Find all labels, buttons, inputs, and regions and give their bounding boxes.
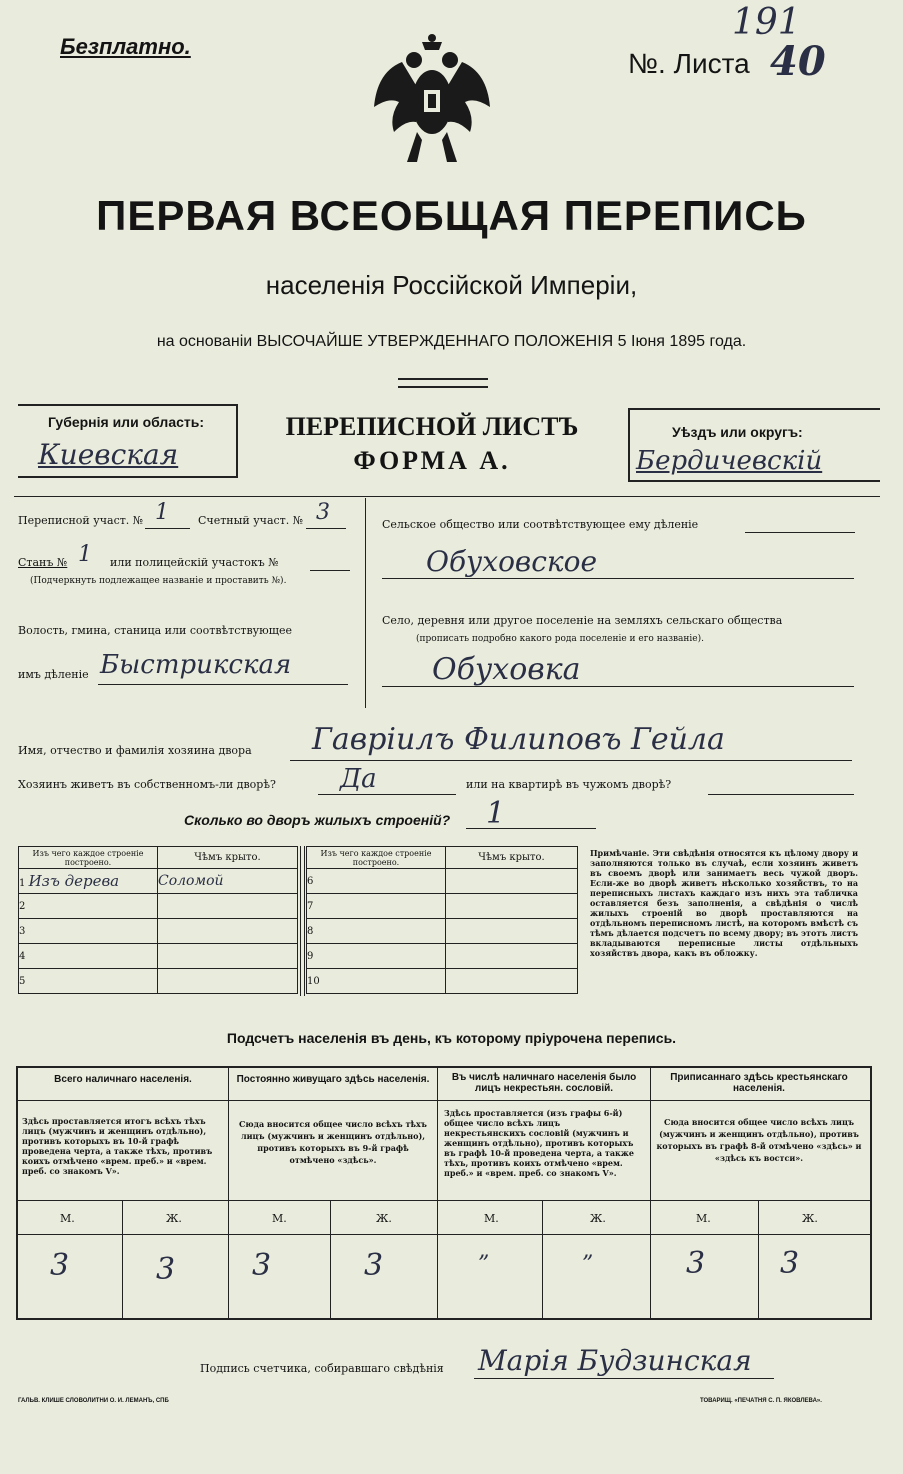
buildings-note: Примѣчаніе. Эти свѣдѣнія относятся къ цѣлому двору и заполняются только въ случаѣ, если хозяинъ живетъ въ своемъ дворѣ или занимаетъ весь чужой дворъ. Если-же во дворѣ живетъ нѣсколько хозяйствъ, то на переписныхъ листахъ каждаго изъ нихъ эта табличка оставляется безъ заполненія, а свѣдѣнія о числѣ жилыхъ строеній во дворѣ проставляются на отдѣльномъ переписномъ листѣ, на которомъ вмѣстѣ съ тѣмъ дѣлается подсчетъ по всему двору; въ этотъ листъ вкладываются переписные листы отдѣльныхъ хозяйствъ двора, какъ въ обложку. (590, 848, 858, 958)
stan-label: Станъ № (18, 556, 68, 569)
table-row: 2 (19, 894, 158, 919)
pop-col-div-1 (228, 1066, 229, 1318)
table-row: 4 (19, 944, 158, 969)
row1-material: Изъ дерева (28, 872, 120, 890)
buildings-table-right (306, 846, 578, 994)
owner-name-line (290, 760, 852, 761)
pop-mf-rule (16, 1234, 870, 1235)
police-label: или полицейскій участокъ № (110, 556, 279, 569)
pop-col4-f-value: 3 (780, 1246, 800, 1281)
pop-col3-desc: Здѣсь проставляется (изъ графы 6-й) общее число всѣхъ лицъ некрестьянскихъ сословій (мужчинъ и женщинъ отдѣльно), противъ которыхъ въ графѣ 10-й проведена черта, а также тѣхъ, противъ коихъ отмѣчено «врем. преб.» и «врем. преб. со знакомъ V». (444, 1108, 634, 1178)
volost-line (98, 684, 348, 685)
pop-col4-head: Приписаннаго здѣсь крестьянскаго населенія. (670, 1072, 848, 1094)
basis-text: на основаніи ВЫСОЧАЙШЕ УТВЕРЖДЕННАГО ПОЛОЖЕНІЯ 5 Іюня 1895 года. (156, 333, 747, 350)
sheet-number-label: №. Листа (628, 48, 750, 79)
sheet-number-value: 40 (770, 38, 826, 85)
stan-value: 1 (78, 542, 92, 567)
table-cell (158, 919, 298, 944)
pop-col2-m-value: 3 (252, 1248, 272, 1283)
pop-col4-m-label: М. (696, 1212, 711, 1225)
pop-sub-div-3 (542, 1200, 543, 1318)
census-area-line (145, 528, 190, 529)
printer-right: ТОВАРИЩ. «ПЕЧАТНЯ С. П. ЯКОВЛЕВА». (700, 1398, 822, 1404)
table-row: 7 (307, 894, 446, 919)
province-label: Губернія или область: (48, 414, 205, 430)
stan-note: (Подчеркнуть подлежащее названіе и проставить №). (30, 576, 287, 586)
table-cell (446, 919, 578, 944)
table-cell (446, 944, 578, 969)
pop-col2-f-value: 3 (364, 1248, 384, 1283)
pop-col1-head: Всего наличнаго населенія. (54, 1074, 192, 1085)
table-double-rule (300, 846, 305, 996)
table-row: 8 (307, 919, 446, 944)
printer-left: ГАЛЬВ. КЛИШЕ СЛОВОЛИТНИ О. И. ЛЕМАНЪ, СПБ (18, 1398, 169, 1404)
form-name: ПЕРЕПИСНОЙ ЛИСТЪ (285, 412, 579, 441)
owner-name-value: Гавріилъ Филиповъ Гейла (312, 722, 725, 757)
signature-value: Марія Будзинская (478, 1344, 752, 1377)
sheet-number-stamp: 191 (732, 2, 801, 43)
pop-col4-m-value: 3 (686, 1246, 706, 1281)
society-line-2 (382, 578, 854, 579)
own-yard-label: Хозяинъ живетъ въ собственномъ-ли дворѣ? (18, 778, 276, 791)
pop-col2-desc: Сюда вносится общее число всѣхъ тѣхъ лицъ (мужчинъ и женщинъ отдѣльно), противъ которыхъ въ 9-й графѣ отмѣчено «здѣсь». (239, 1119, 427, 1165)
volost-value: Быстрикская (100, 650, 292, 680)
census-area-value: 1 (155, 500, 169, 525)
population-title: Подсчетъ населенія въ день, къ которому пріурочена перепись. (226, 1030, 677, 1046)
police-line (310, 570, 350, 571)
pop-col3-head: Въ числѣ наличнаго населенія было лицъ некрестьян. сословій. (451, 1072, 637, 1094)
pop-desc-rule (16, 1200, 870, 1201)
pop-head-rule (16, 1100, 870, 1101)
pop-col3-m-label: М. (484, 1212, 499, 1225)
pop-col1-f-value: 3 (156, 1252, 176, 1287)
pop-sub-div-1 (122, 1200, 123, 1318)
col-roof-header: Чѣмъ крыто. (158, 847, 298, 869)
village-note: (прописать подробно какого рода поселеніе и его названіе). (416, 634, 704, 644)
table-row: 6 (307, 869, 446, 894)
census-area-label: Переписной участ. № (18, 514, 144, 527)
population-table (16, 1066, 872, 1320)
pop-col-div-2 (437, 1066, 438, 1318)
buildings-label: Сколько во дворъ жилыхъ строеній? (184, 812, 451, 828)
buildings-line (466, 828, 596, 829)
signature-line (474, 1378, 774, 1379)
pop-col4-desc: Сюда вносится общее число всѣхъ лицъ (мужчинъ и женщинъ отдѣльно), противъ которыхъ въ графѣ 8-й отмѣчено «здѣсь» и «здѣсь къ востси». (656, 1117, 862, 1163)
village-label: Село, деревня или другое поселеніе на земляхъ сельскаго общества (382, 614, 783, 627)
pop-col1-f-label: Ж. (166, 1212, 182, 1225)
free-label: Безплатно. (60, 34, 191, 59)
own-yard-line (318, 794, 456, 795)
village-line (382, 686, 854, 687)
district-value: Бердичевскій (636, 446, 823, 476)
table-row: 10 (307, 969, 446, 994)
society-value: Обуховское (426, 545, 598, 578)
pop-sub-div-2 (330, 1200, 331, 1318)
pop-col3-f-value: ” (582, 1252, 594, 1277)
pop-sub-div-4 (758, 1200, 759, 1318)
table-row: 9 (307, 944, 446, 969)
col-material-header: Изъ чего каждое строеніе построено. (307, 847, 446, 869)
section-rule (14, 496, 880, 497)
table-cell (158, 969, 298, 994)
pop-col2-f-label: Ж. (376, 1212, 392, 1225)
volost-label: Волость, гмина, станица или соотвѣтствующее (18, 624, 292, 637)
district-label: Уѣздъ или округъ: (672, 424, 803, 440)
owner-name-label: Имя, отчество и фамилія хозяина двора (18, 744, 252, 757)
page-title: ПЕРВАЯ ВСЕОБЩАЯ ПЕРЕПИСЬ (96, 192, 807, 239)
pop-col1-m-value: 3 (50, 1248, 70, 1283)
table-row: 3 (19, 919, 158, 944)
signature-label: Подпись счетчика, собиравшаго свѣдѣнія (200, 1362, 444, 1375)
society-line-1 (745, 532, 855, 533)
society-label: Сельское общество или соотвѣтствующее ему дѣленіе (382, 518, 699, 531)
table-cell (446, 894, 578, 919)
volost-label-2: имъ дѣленіе (18, 668, 89, 681)
count-area-line (306, 528, 346, 529)
pop-col3-f-label: Ж. (590, 1212, 606, 1225)
table-cell (158, 894, 298, 919)
table-row: 5 (19, 969, 158, 994)
village-value: Обуховка (432, 652, 581, 687)
buildings-table-left (18, 846, 298, 994)
province-value: Киевская (38, 438, 179, 471)
pop-col2-head: Постоянно живущаго здѣсь населенія. (236, 1074, 430, 1085)
table-cell (158, 944, 298, 969)
ornament-divider (398, 378, 488, 388)
buildings-value: 1 (486, 796, 506, 831)
imperial-eagle-icon (372, 32, 492, 172)
table-row: 1 Изъ дерева (19, 869, 158, 894)
own-yard-value: Да (340, 764, 377, 794)
count-area-label: Счетный участ. № (198, 514, 304, 527)
pop-col3-m-value: ” (478, 1252, 490, 1277)
rented-label: или на квартирѣ въ чужомъ дворѣ? (466, 778, 672, 791)
table-cell (446, 969, 578, 994)
pop-col2-m-label: М. (272, 1212, 287, 1225)
table-cell (446, 869, 578, 894)
pop-col1-desc: Здѣсь проставляется итогъ всѣхъ тѣхъ лицъ (мужчинъ и женщинъ отдѣльно), противъ которыхъ въ 10-й графѣ проведена черта, а также тѣхъ, противъ коихъ отмѣчено «врем. преб.» и «врем. преб. со знакомъ V». (22, 1116, 213, 1176)
column-divider (365, 498, 366, 708)
page-subtitle: населенія Россійской Имперіи, (265, 270, 638, 300)
rented-line (708, 794, 854, 795)
count-area-value: 3 (316, 500, 330, 525)
form-type: ФОРМА А. (353, 446, 511, 475)
pop-col4-f-label: Ж. (802, 1212, 818, 1225)
col-material-header: Изъ чего каждое строеніе построено. (19, 847, 158, 869)
pop-col1-m-label: М. (60, 1212, 75, 1225)
col-roof-header: Чѣмъ крыто. (446, 847, 578, 869)
row1-roof: Соломой (158, 869, 298, 894)
pop-col-div-3 (650, 1066, 651, 1318)
